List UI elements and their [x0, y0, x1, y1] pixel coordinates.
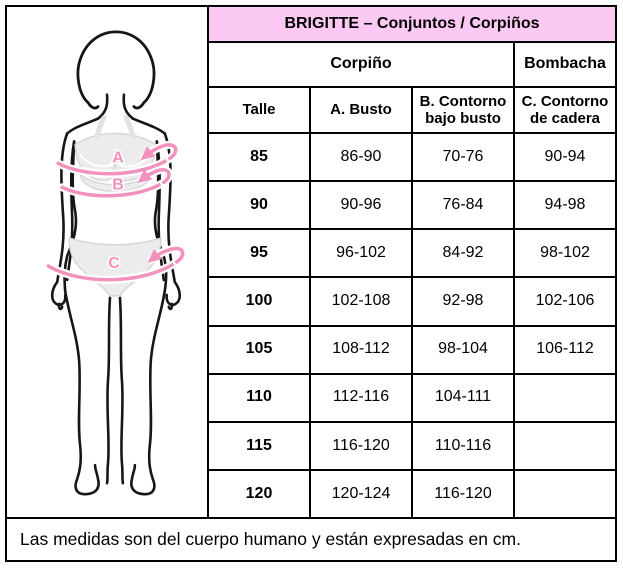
measurement-note	[5, 517, 617, 562]
busto-cell: 112-116	[310, 374, 412, 422]
cadera-cell: 98-102	[514, 229, 616, 277]
table-row	[208, 229, 616, 277]
figure-panel	[5, 5, 207, 519]
talle-cell: 95	[208, 229, 310, 277]
size-table	[207, 5, 617, 519]
group-header-row	[208, 42, 616, 87]
table-row	[208, 470, 616, 518]
column-header-bajo-busto-label: B. Contorno bajo busto	[419, 92, 507, 127]
column-header-cadera	[514, 87, 616, 133]
female-figure-svg	[7, 7, 207, 517]
table-row	[208, 133, 616, 181]
right-leg	[120, 291, 165, 494]
underbust-label: B	[112, 176, 124, 194]
busto-cell: 108-112	[310, 326, 412, 374]
bust-label: A	[112, 149, 124, 167]
busto-cell: 116-120	[310, 422, 412, 470]
bajo-busto-cell: 70-76	[412, 133, 514, 181]
talle-cell: 85	[208, 133, 310, 181]
busto-cell: 90-96	[310, 181, 412, 229]
shoulder-lines	[67, 119, 165, 134]
table-row	[208, 374, 616, 422]
left-leg	[65, 291, 110, 494]
table-row	[208, 422, 616, 470]
table-row	[208, 326, 616, 374]
hip-label: C	[108, 254, 120, 272]
busto-cell: 86-90	[310, 133, 412, 181]
bajo-busto-cell: 104-111	[412, 374, 514, 422]
bajo-busto-cell: 76-84	[412, 181, 514, 229]
cadera-cell: 94-98	[514, 181, 616, 229]
bajo-busto-cell: 110-116	[412, 422, 514, 470]
bajo-busto-cell: 92-98	[412, 277, 514, 325]
busto-cell: 120-124	[310, 470, 412, 518]
talle-cell: 120	[208, 470, 310, 518]
talle-cell: 105	[208, 326, 310, 374]
column-header-busto	[310, 87, 412, 133]
group-header-bombacha: Bombacha	[514, 42, 616, 87]
hair-outline	[78, 32, 154, 108]
busto-cell: 96-102	[310, 229, 412, 277]
talle-cell: 90	[208, 181, 310, 229]
column-header-row	[208, 87, 616, 133]
busto-cell: 102-108	[310, 277, 412, 325]
cadera-cell: 106-112	[514, 326, 616, 374]
column-header-talle	[208, 87, 310, 133]
talle-cell: 100	[208, 277, 310, 325]
cadera-cell: 102-106	[514, 277, 616, 325]
group-header-corpino: Corpiño	[208, 42, 514, 87]
cadera-cell	[514, 374, 616, 422]
bajo-busto-cell: 98-104	[412, 326, 514, 374]
table-row	[208, 277, 616, 325]
cadera-cell: 90-94	[514, 133, 616, 181]
column-header-bajo-busto	[412, 87, 514, 133]
measurement-note-text: Las medidas son del cuerpo humano y están expresadas en cm.	[20, 529, 521, 549]
left-arm	[52, 134, 74, 309]
bajo-busto-cell: 116-120	[412, 470, 514, 518]
top-section	[5, 5, 618, 519]
talle-cell: 115	[208, 422, 310, 470]
cadera-cell	[514, 422, 616, 470]
talle-cell: 110	[208, 374, 310, 422]
column-header-talle-label: Talle	[242, 101, 276, 119]
cadera-cell	[514, 470, 616, 518]
column-header-cadera-label: C. Contorno de cadera	[521, 92, 609, 127]
table-title-row	[208, 6, 616, 42]
table-row	[208, 181, 616, 229]
table-title: BRIGITTE – Conjuntos / Corpiños	[208, 6, 616, 42]
column-header-busto-label: A. Busto	[330, 101, 392, 119]
bajo-busto-cell: 84-92	[412, 229, 514, 277]
